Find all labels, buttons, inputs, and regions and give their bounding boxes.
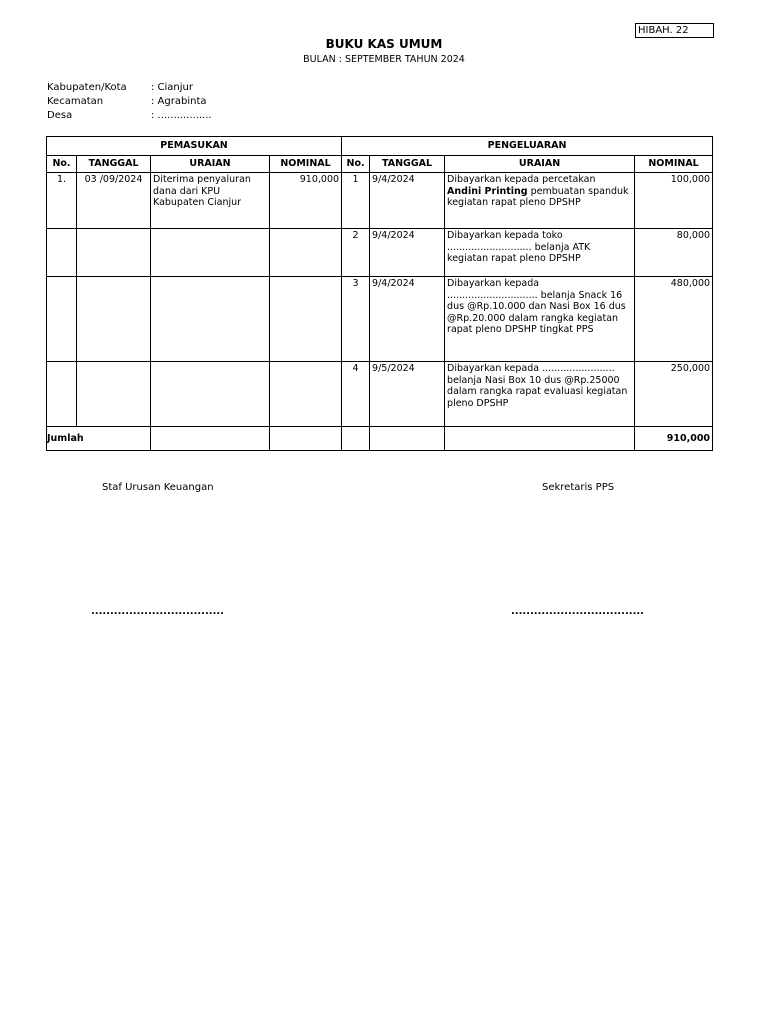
empty-cell (47, 362, 77, 427)
expense-amount: 250,000 (635, 362, 713, 427)
empty-cell (151, 229, 270, 277)
empty-cell (370, 427, 445, 451)
income-header: PEMASUKAN (47, 137, 342, 156)
empty-cell (270, 362, 342, 427)
empty-cell (151, 362, 270, 427)
col-amount: NOMINAL (270, 156, 342, 173)
col-date: TANGGAL (77, 156, 151, 173)
meta-label: Desa (47, 110, 73, 121)
document-subtitle: BULAN : SEPTEMBER TAHUN 2024 (303, 54, 465, 65)
section-header-row (47, 137, 713, 156)
meta-label: Kabupaten/Kota (47, 82, 127, 93)
income-no: 1. (47, 173, 77, 229)
cash-book-table (46, 136, 713, 451)
col-description: URAIAN (445, 156, 635, 173)
table-row (47, 229, 713, 277)
empty-cell (342, 427, 370, 451)
income-date: 03 /09/2024 (77, 173, 151, 229)
col-no: No. (47, 156, 77, 173)
expense-date: 9/4/2024 (370, 173, 445, 229)
signature-name-right: ................................... (511, 606, 644, 617)
expense-no: 4 (342, 362, 370, 427)
total-label: Jumlah (47, 427, 151, 451)
meta-value: : Cianjur (151, 82, 194, 93)
vendor-name: Andini Printing (447, 185, 528, 197)
col-no: No. (342, 156, 370, 173)
expense-description (445, 173, 635, 229)
expense-desc-text: Dibayarkan kepada percetakan (447, 174, 596, 185)
empty-cell (151, 277, 270, 362)
expense-amount: 100,000 (635, 173, 713, 229)
meta-row-district (47, 95, 212, 109)
expense-header: PENGELUARAN (342, 137, 713, 156)
expense-date: 9/4/2024 (370, 229, 445, 277)
expense-date: 9/4/2024 (370, 277, 445, 362)
table-row (47, 173, 713, 229)
col-description: URAIAN (151, 156, 270, 173)
meta-value: : Agrabinta (151, 96, 207, 107)
table-row (47, 277, 713, 362)
empty-cell (270, 427, 342, 451)
empty-cell (77, 229, 151, 277)
meta-row-village (47, 109, 212, 123)
col-date: TANGGAL (370, 156, 445, 173)
expense-description: Dibayarkan kepada toko ............................ belanja ATK kegiatan rapat pleno DPSHP (445, 229, 635, 277)
total-value: 910,000 (635, 427, 713, 451)
empty-cell (270, 277, 342, 362)
expense-amount: 480,000 (635, 277, 713, 362)
income-description: Diterima penyaluran dana dari KPU Kabupaten Cianjur (151, 173, 270, 229)
meta-row-regency (47, 81, 212, 95)
table-row (47, 362, 713, 427)
signature-title-left: Staf Urusan Keuangan (102, 482, 214, 493)
signature-name-left: ................................... (91, 606, 224, 617)
empty-cell (47, 277, 77, 362)
document-title: BUKU KAS UMUM (325, 37, 443, 51)
meta-label: Kecamatan (47, 96, 104, 107)
column-header-row (47, 156, 713, 173)
meta-value: : ................. (151, 110, 212, 121)
income-amount: 910,000 (270, 173, 342, 229)
expense-no: 2 (342, 229, 370, 277)
location-info (47, 81, 212, 123)
expense-description: Dibayarkan kepada ........................ belanja Nasi Box 10 dus @Rp.25000 dalam rangka rapat evaluasi kegiatan pleno DPSHP (445, 362, 635, 427)
empty-cell (151, 427, 270, 451)
empty-cell (77, 277, 151, 362)
expense-no: 1 (342, 173, 370, 229)
expense-description: Dibayarkan kepada .............................. belanja Snack 16 dus @Rp.10.000 dan Nasi Box 16 dus @Rp.20.000 dalam rangka kegiatan rapat pleno DPSHP tingkat PPS (445, 277, 635, 362)
expense-desc-text: pembuatan spanduk kegiatan rapat pleno DPSHP (447, 185, 629, 208)
expense-date: 9/5/2024 (370, 362, 445, 427)
expense-no: 3 (342, 277, 370, 362)
signature-title-right: Sekretaris PPS (542, 482, 615, 493)
expense-amount: 80,000 (635, 229, 713, 277)
total-row (47, 427, 713, 451)
empty-cell (445, 427, 635, 451)
document-code: HIBAH. 22 (635, 23, 714, 38)
empty-cell (47, 229, 77, 277)
empty-cell (77, 362, 151, 427)
empty-cell (270, 229, 342, 277)
col-amount: NOMINAL (635, 156, 713, 173)
